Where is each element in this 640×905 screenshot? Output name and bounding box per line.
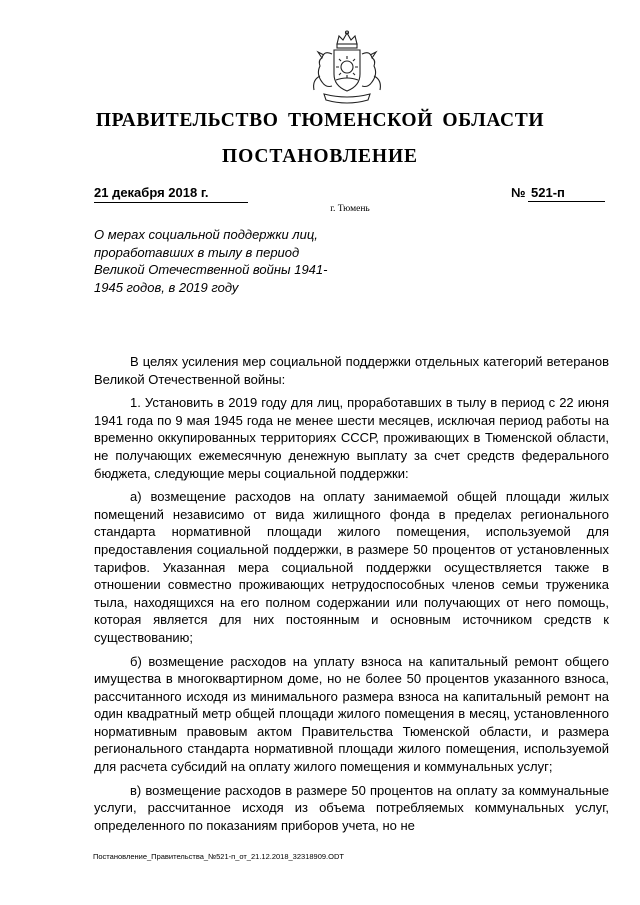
government-title: ПРАВИТЕЛЬСТВО ТЮМЕНСКОЙ ОБЛАСТИ	[95, 110, 545, 131]
document-subject: О мерах социальной поддержки лиц, проработавших в тылу в период Великой Отечественной войны 1941-1945 годов, в 2019 году	[94, 227, 328, 295]
coat-of-arms-icon	[306, 30, 388, 106]
footer-filename: Постановление_Правительства_№521-п_от_21.12.2018_32318909.ODT	[93, 852, 344, 861]
document-number-label: №	[511, 185, 526, 200]
document-city: г. Тюмень	[330, 204, 370, 214]
document-date: 21 декабря 2018 г.	[94, 185, 248, 203]
document-body	[94, 353, 609, 840]
body-paragraph-v: в) возмещение расходов в размере 50 процентов на оплату за коммунальные услуги, рассчитанное исходя из объема потребляемых коммунальных услуг, определенного по показаниям приборов учета, но не	[94, 782, 609, 833]
document-type-title: ПОСТАНОВЛЕНИЕ	[222, 146, 418, 167]
body-paragraph-1: 1. Установить в 2019 году для лиц, проработавших в тылу в период с 22 июня 1941 года по 9 мая 1945 года не менее шести месяцев, исключая период работы на временно оккупированных территориях СССР, проживающих в Тюменской области, не получающих ежемесячную денежную выплату за счет средств федерального бюджета, следующие меры социальной поддержки:	[94, 395, 609, 481]
body-paragraph-intro: В целях усиления мер социальной поддержки отдельных категорий ветеранов Великой Отечественной войны:	[94, 354, 609, 387]
document-number	[511, 185, 605, 202]
body-paragraph-a: а) возмещение расходов на оплату занимаемой общей площади жилых помещений независимо от вида жилищного фонда в пределах регионального стандарта нормативной площади жилого помещения, используемой для предоставления социальной поддержки, в размере 50 процентов от установленных тарифов. Указанная мера социальной поддержки осуществляется также в отношении совместно проживающих нетрудоспособных членов семьи труженика тыла, находящихся на его полном содержании или получающих от него помощь, которая является для них постоянным и основным источником средств к существованию;	[94, 489, 609, 645]
body-paragraph-b: б) возмещение расходов на уплату взноса на капитальный ремонт общего имущества в многоквартирном доме, но не более 50 процентов указанного взноса, рассчитанного исходя из минимального размера взноса на капитальный ремонт на один квадратный метр общей площади жилого помещения в месяц, установленного нормативным правовым актом Правительства Тюменской области, и размера регионального стандарта нормативной площади жилого помещения, используемой для расчета субсидий на оплату жилого помещения и коммунальных услуг;	[94, 653, 609, 775]
document-number-value: 521-п	[528, 185, 605, 202]
